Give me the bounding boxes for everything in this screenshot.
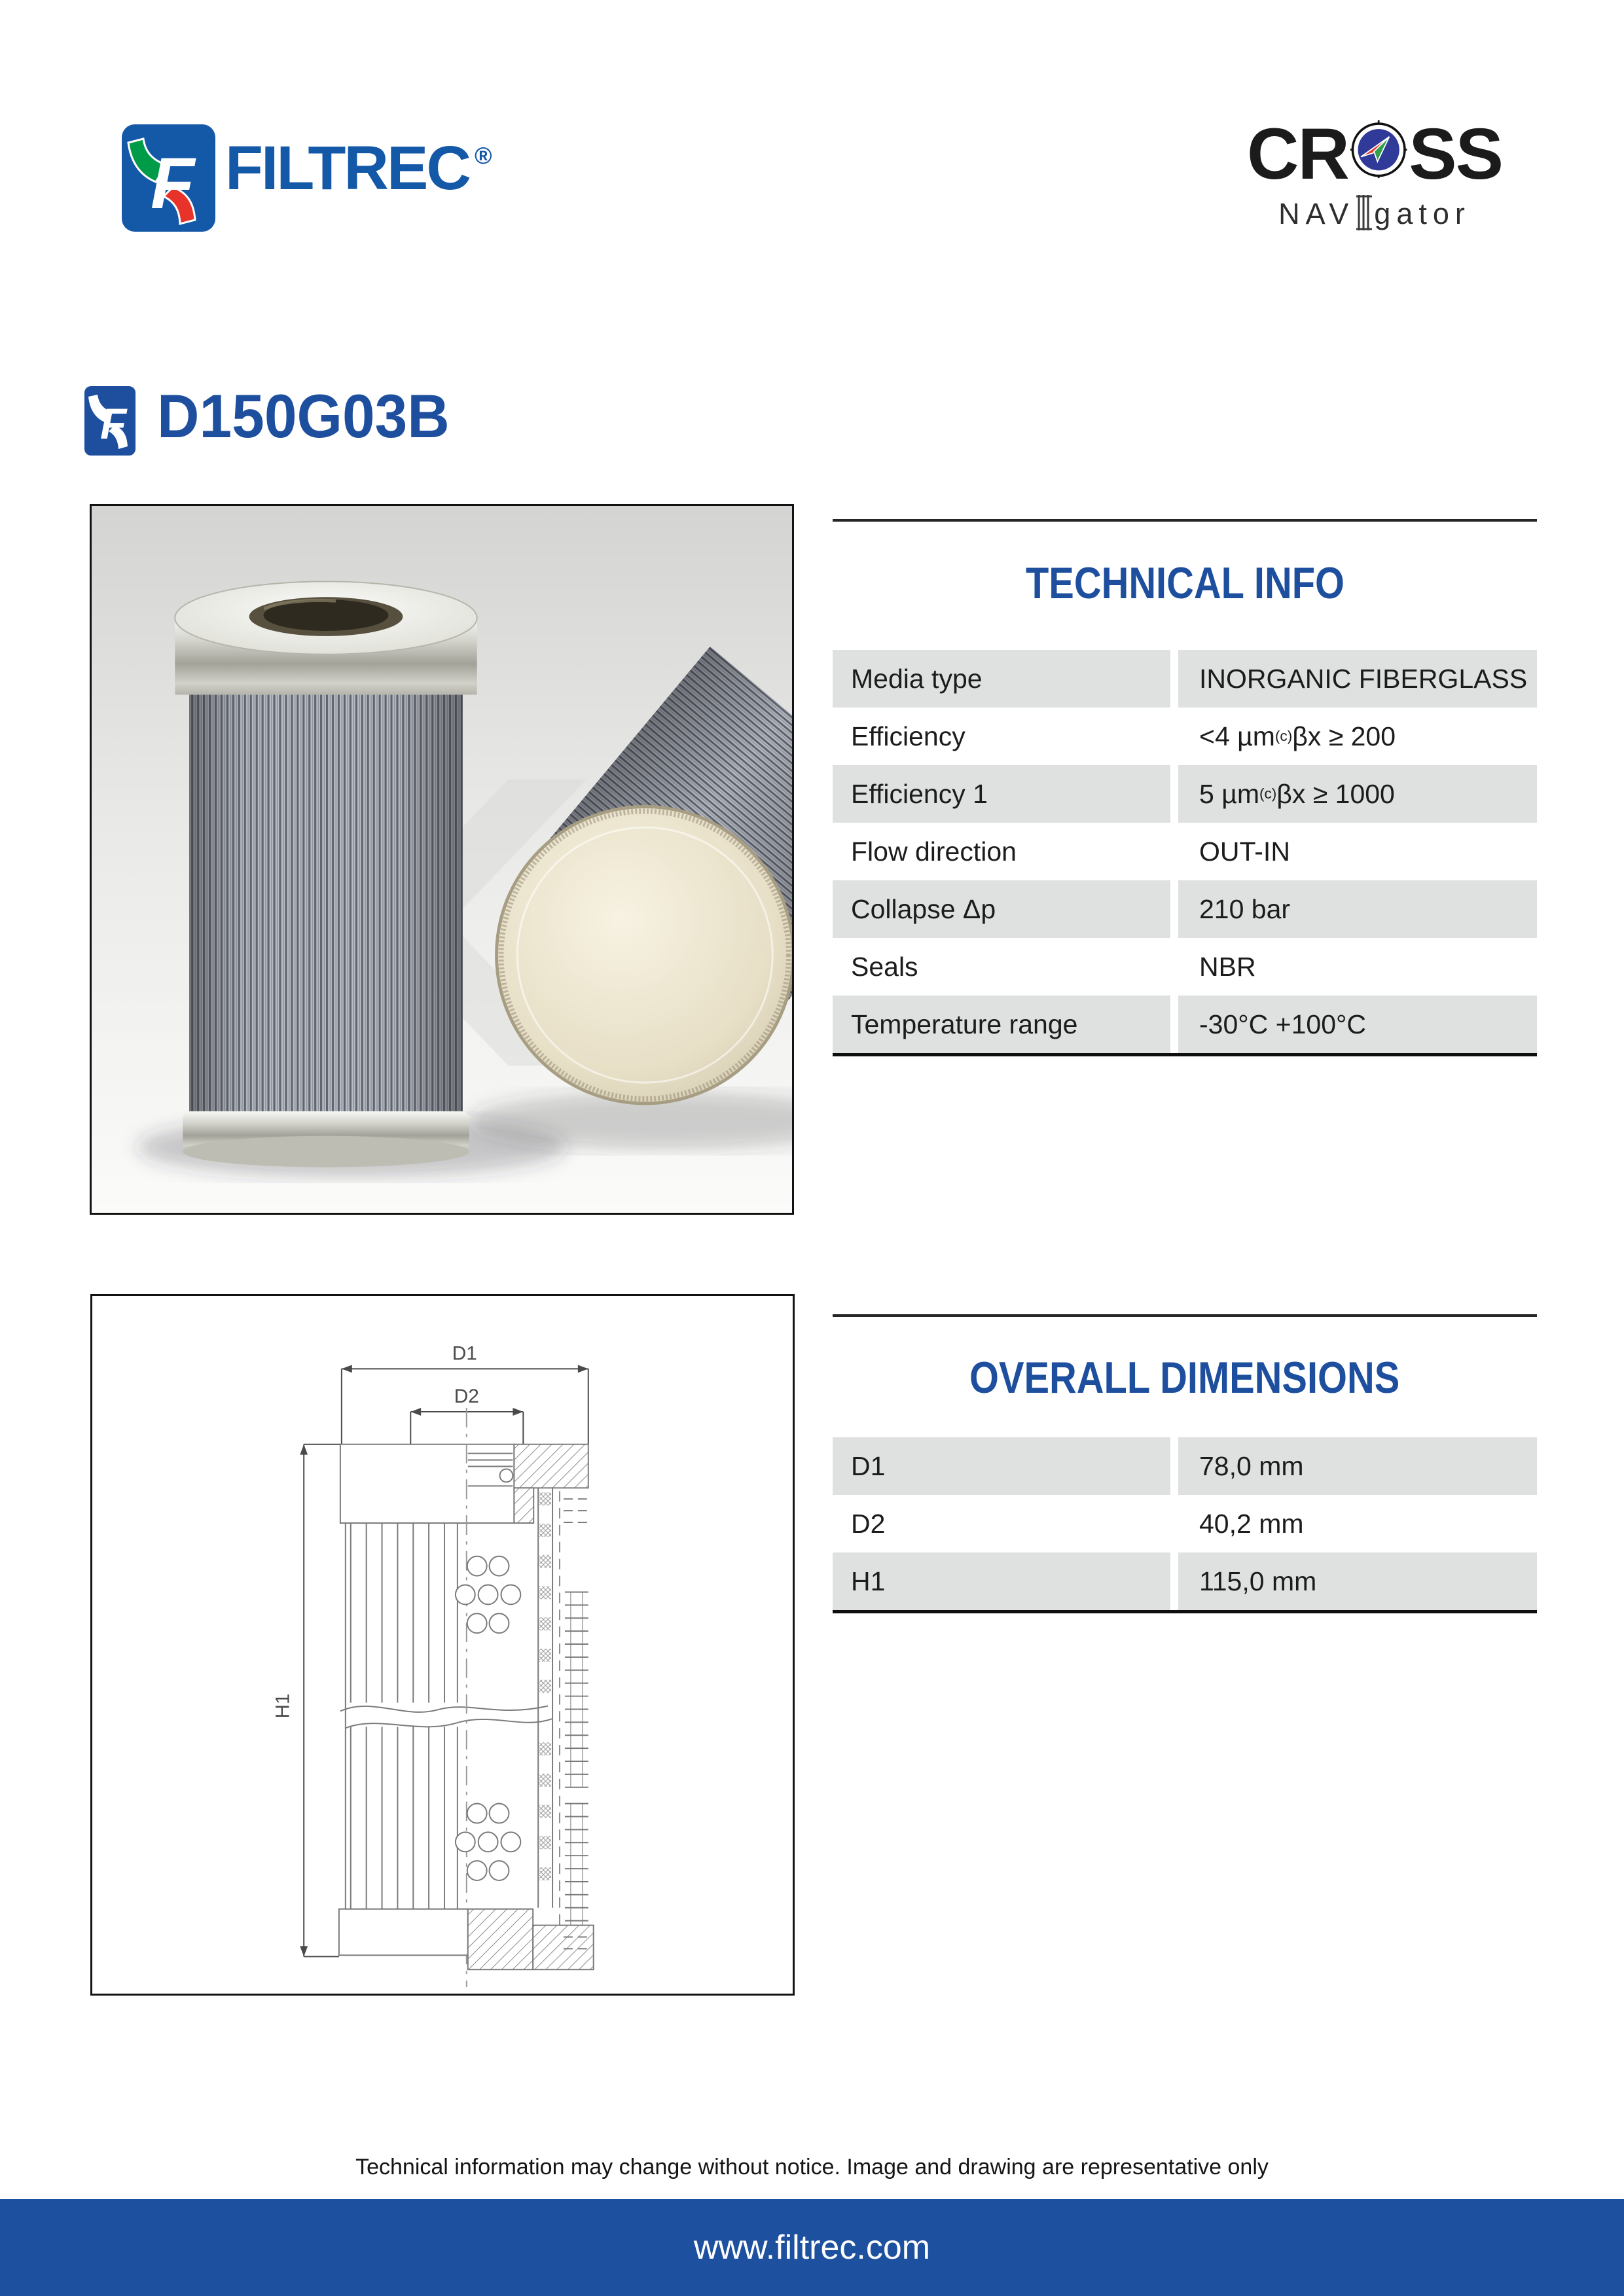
technical-info-table [833,650,1537,1053]
filtrec-wordmark-text: FILTREC [225,134,470,203]
row-value: <4 µm (c) βx ≥ 200 [1199,721,1396,751]
row-label: Temperature range [833,996,1170,1053]
overall-dimensions-top-rule [833,1314,1537,1317]
drawing-label-d2: D2 [454,1386,479,1408]
technical-drawing [90,1294,795,1996]
row-label: Efficiency 1 [833,765,1170,823]
table-row [833,823,1537,880]
row-value: 210 bar [1178,880,1537,938]
table-row [833,938,1537,996]
table-row [833,650,1537,708]
svg-text:F: F [100,399,127,448]
table-row [833,708,1537,765]
row-label: Collapse Δp [833,880,1170,938]
cross-navigator-logo [1247,115,1502,233]
row-value: 78,0 mm [1178,1437,1537,1495]
row-label: Seals [851,951,918,982]
row-value: INORGANIC FIBERGLASS [1178,650,1537,708]
overall-dimensions-title-text: OVERALL DIMENSIONS [969,1353,1400,1403]
row-value: OUT-IN [1199,836,1290,867]
technical-info-title [833,558,1537,609]
row-label: D2 [851,1508,886,1539]
row-value: 5 µm (c) βx ≥ 1000 [1178,765,1537,823]
cross-logo-line2 [1247,194,1502,233]
product-code-icon [84,386,135,456]
drawing-label-d1: D1 [452,1342,477,1365]
cross-ss-text: SS [1409,114,1502,194]
row-label: Efficiency [851,721,965,751]
compass-icon [1349,115,1408,194]
navigator-nav-text: NAV [1278,196,1355,230]
row-label: Flow direction [851,836,1017,867]
technical-info-title-text: TECHNICAL INFO [1025,558,1344,608]
overall-dimensions-table [833,1437,1537,1610]
row-value: -30°C +100°C [1178,996,1537,1053]
table-row [833,1495,1537,1552]
row-value: 40,2 mm [1199,1508,1304,1539]
table-row [833,765,1537,823]
technical-info-top-rule [833,519,1537,522]
row-label: D1 [833,1437,1170,1495]
table-row [833,1552,1537,1610]
row-label: H1 [833,1552,1170,1610]
overall-dimensions-bottom-rule [833,1610,1537,1613]
registered-trademark: ® [475,142,492,170]
row-value: 115,0 mm [1178,1552,1537,1610]
technical-info-bottom-rule [833,1053,1537,1056]
disclaimer-note: Technical information may change without notice. Image and drawing are representative only [355,2155,1269,2179]
svg-text:F: F [151,143,195,224]
bottom-bar [0,2199,1624,2296]
cross-cr-text: CR [1247,114,1348,194]
filtrec-logo-icon [122,124,215,232]
row-label: Media type [833,650,1170,708]
technical-drawing-image [92,1296,793,1994]
product-photo [90,504,794,1215]
website-url: www.filtrec.com [693,2229,931,2267]
upright-filter-element [175,581,477,1167]
cross-logo-line1 [1247,115,1502,194]
table-row [833,996,1537,1053]
product-code-title: D150G03B [157,382,450,450]
table-row [833,880,1537,938]
magnifier-handle-icon [1354,194,1374,233]
table-row [833,1437,1537,1495]
product-photo-image [92,506,792,1213]
overall-dimensions-title [833,1352,1537,1403]
filtrec-wordmark [225,134,492,203]
drawing-label-h1: H1 [272,1693,294,1719]
navigator-gator-text: gator [1374,196,1471,230]
row-value: NBR [1199,951,1256,982]
